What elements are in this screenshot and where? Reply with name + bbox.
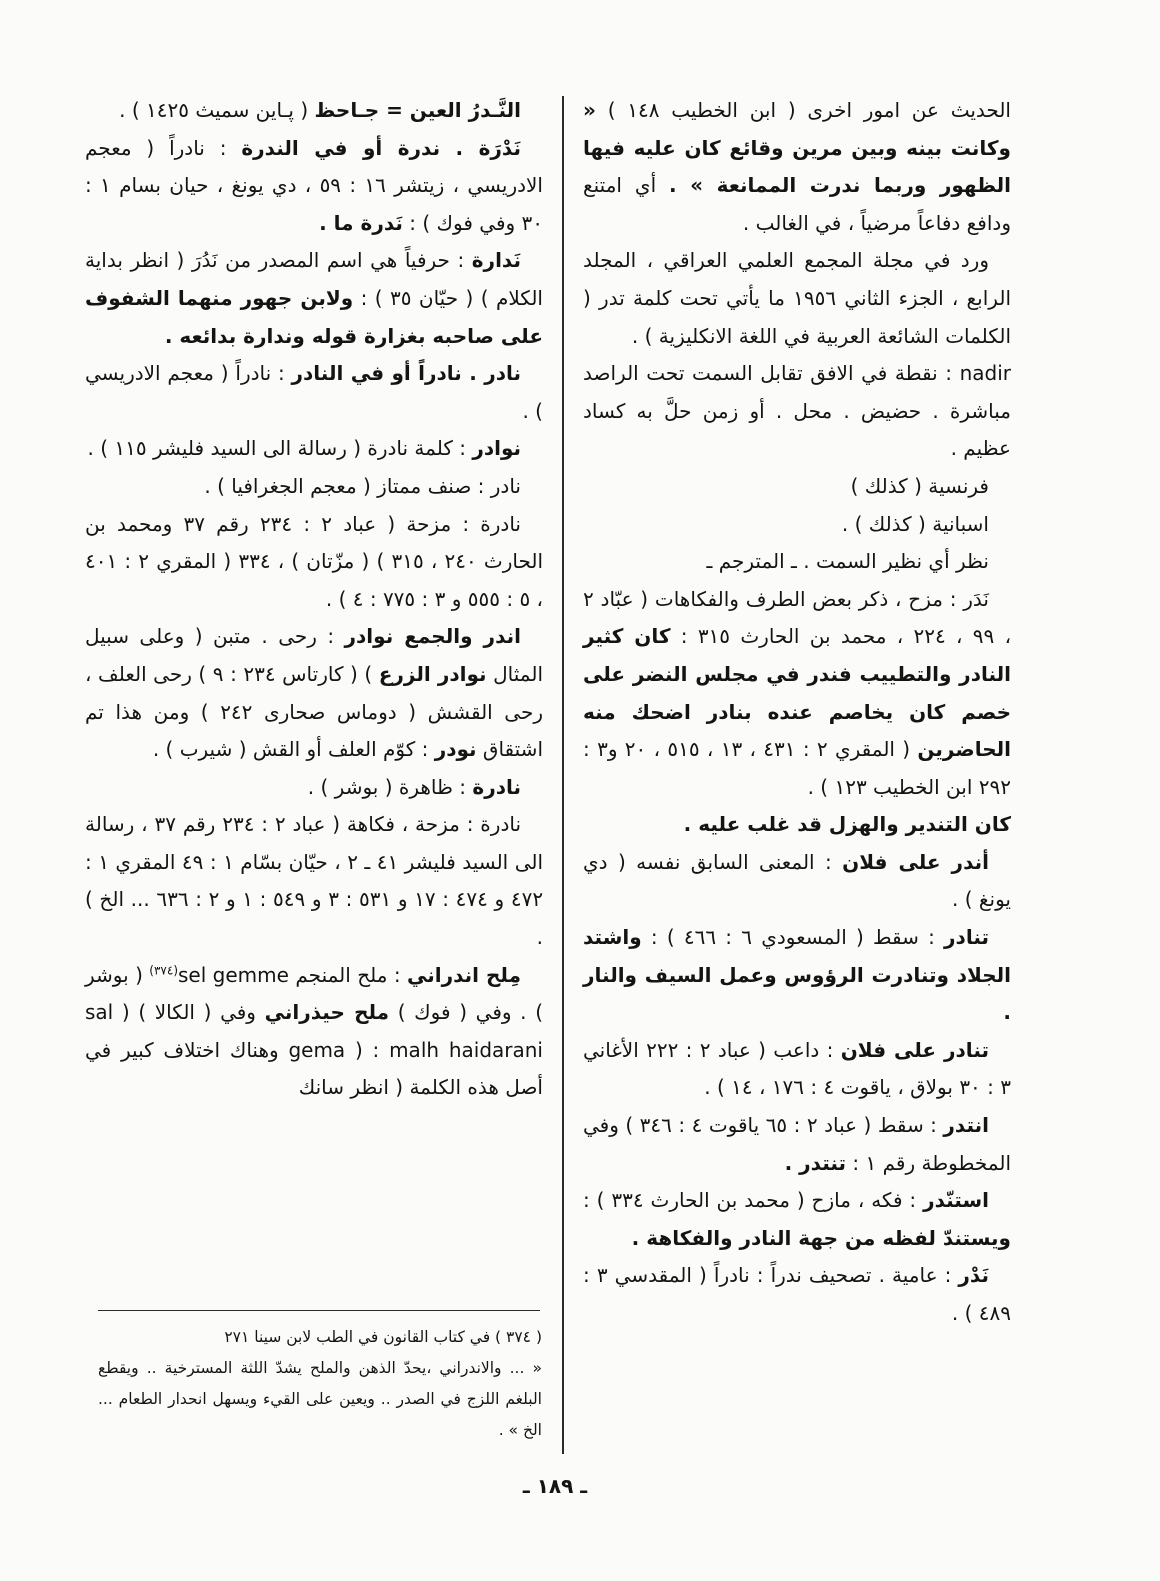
paragraph: [85, 242, 543, 355]
paragraph: [85, 506, 543, 619]
entry-headword: نوادر: [472, 436, 521, 461]
footnote-rule: [98, 1310, 540, 1311]
paragraph: [85, 130, 543, 243]
text-run: : سقط ( عباد ٢ : ٦٥ ياقوت ٤ : ٣٤٦ ) وفي المخطوطة رقم ١ :: [583, 1113, 1011, 1175]
left-column: [85, 92, 543, 1107]
paragraph: [583, 806, 1011, 844]
text-run: اسبانية ( كذلك ) .: [841, 511, 989, 536]
text-run: الحديث عن امور اخرى ( ابن الخطيب ١٤٨ ): [607, 98, 1011, 122]
paragraph: [583, 543, 1011, 581]
text-run: : سقط ( المسعودي ٦ : ٤٦٦ ) :: [650, 925, 945, 950]
text-run-bold: نودر: [434, 737, 477, 762]
text-run: : فكه ، مازح ( محمد بن الحارث ٣٣٤ ) :: [583, 1188, 924, 1213]
entry-headword: تنادر: [944, 925, 990, 950]
footnote: [98, 1322, 542, 1446]
text-run: : نادراً ( معجم الادريسي ) .: [85, 361, 543, 423]
paragraph: [583, 506, 1011, 544]
text-run: ( بوشر ) . وفي ( فوك ): [85, 962, 543, 1025]
text-run: : حرفياً هي اسم المصدر من نَدُرَ ( انظر بداية الكلام ) ( حيّان ٣٥ ) :: [85, 248, 543, 310]
footnote-line: « ... والاندراني ،يحدّ الذهن والملح يشدّ اللثة المسترخية .. ويقطع البلغم اللزج في الصدر .. ويعين على القيء ويسهل انحدار الطعام ... الخ » .: [98, 1359, 542, 1439]
text-run-bold: واشتد الجلاد وتنادرت الرؤوس وعمل السيف والنار .: [583, 925, 1011, 1025]
text-run: وفي ( الكالا ) (: [113, 1000, 265, 1025]
text-run: نادرة : مزحة ، فكاهة ( عباد ٢ : ٢٣٤ رقم ٣٧ ، رسالة الى السيد فليشر ٤١ ـ ٢ ، حيّان بسّام ١ : ٤٩ المقري ١ : ٤٧٢ و ٤٧٤ : ١٧ و ٥٣١ : ٣ و ٥٤٩ : ١ و ٢ : ٦٣٦ ... الخ ) .: [85, 812, 544, 950]
entry-headword: النَّـدرُ العين = جـاحظ: [314, 98, 521, 122]
text-run: : نقطة في الافق تقابل السمت تحت الراصد مباشرة . حضيض . محل . أو زمن حلَّ به كساد عظيم .: [583, 361, 1011, 461]
text-run: : رحى . متبن ( وعلى سبيل المثال: [85, 624, 543, 686]
text-run-bold: ملح حيذراني: [264, 1000, 390, 1025]
entry-headword: نادرة: [472, 774, 521, 799]
paragraph: [583, 1032, 1011, 1107]
text-run-bold: ولابن جهور منهما الشفوف على صاحبه بغزارة قوله وندارة بدائعه .: [85, 285, 543, 348]
text-run-bold: « وكانت بينه وبين مرين وقائع كان عليه فيها الظهور وربما ندرت الممانعة » .: [583, 98, 1011, 198]
entry-headword: اندر والجمع نوادر: [344, 624, 521, 649]
footnote-line: ( ٣٧٤ ) في كتاب القانون في الطب لابن سينا ٢٧١: [224, 1328, 542, 1346]
entry-headword: نَدْرَة . ندرة أو في الندرة: [241, 135, 521, 160]
entry-headword: نَدارة: [471, 248, 521, 273]
entry-headword: أندر على فلان: [842, 849, 989, 874]
text-run: : داعب ( عباد ٢ : ٢٢٢ الأغاني ٣ : ٣٠ بولاق ، ياقوت ٤ : ١٧٦ ، ١٤ ) .: [583, 1037, 1011, 1100]
paragraph: [583, 92, 1011, 242]
paragraph: [85, 806, 543, 956]
entry-headword: انتدر: [943, 1113, 990, 1138]
text-run: : المعنى السابق نفسه ( دي يونغ ) .: [583, 849, 1011, 912]
text-run: ) :: [345, 1037, 390, 1062]
latin-term: malh haidarani: [389, 1037, 543, 1062]
paragraph: [85, 468, 543, 506]
text-run: : ظاهرة ( بوشر ) .: [307, 774, 473, 799]
paragraph: [85, 957, 543, 1107]
text-run: أي امتنع ودافع دفاعاً مرضياً ، في الغالب .: [583, 173, 1011, 235]
entry-headword: تنادر على فلان: [840, 1037, 989, 1062]
footnote-marker: (٣٧٤): [149, 963, 178, 977]
entry-headword: مِلح اندراني: [406, 962, 521, 987]
latin-term: sal gema: [85, 1000, 346, 1062]
text-run-bold: تنتدر .: [784, 1150, 847, 1175]
latin-term: sel gemme: [178, 962, 289, 987]
entry-headword: استنّدر: [923, 1188, 989, 1213]
paragraph: [85, 618, 543, 768]
paragraph: [583, 355, 1011, 468]
paragraph: [85, 769, 543, 807]
right-column: [583, 92, 1011, 1333]
text-run: فرنسية ( كذلك ): [850, 473, 989, 498]
text-run: ) ( كارتاس ٢٣٤ : ٩ ) رحى العلف ، رحى القشش ( دوماس صحارى ٢٤٢ ) ومن هذا تم اشتقاق: [85, 661, 543, 762]
column-divider: [562, 96, 564, 1454]
text-run: : كوّم العلف أو القش ( شيرب ) .: [152, 737, 435, 762]
text-run: : ملح المنجم: [288, 962, 407, 987]
text-run-bold: نوادر الزرع: [378, 661, 487, 686]
entry-headword: نادر . نادراً أو في النادر: [291, 361, 522, 386]
text-run: ( المقري ٢ : ٤٣١ ، ١٣ ، ٥١٥ ، ٢٠ و٣ : ٢٩٢ ابن الخطيب ١٢٣ ) .: [583, 737, 1011, 799]
latin-term: nadir: [959, 361, 1011, 386]
paragraph: [85, 92, 543, 130]
paragraph: [583, 1107, 1011, 1182]
paragraph: [583, 581, 1011, 807]
paragraph: [583, 919, 1011, 1032]
paragraph: [583, 242, 1011, 355]
paragraph: [583, 1257, 1011, 1332]
text-run: : عامية . تصحيف ندراً : نادراً ( المقدسي ٣ : ٤٨٩ ) .: [583, 1263, 1011, 1325]
text-run: ورد في مجلة المجمع العلمي العراقي ، المجلد الرابع ، الجزء الثاني ١٩٥٦ ما يأتي تحت كلمة تدر ( الكلمات الشائعة العربية في اللغة الانكليزية ) .: [583, 248, 1011, 348]
text-run-bold: كان التندير والهزل قد غلب عليه .: [683, 812, 1011, 837]
text-run: ( پـاين سميث ١٤٢٥ ) .: [119, 98, 315, 122]
text-run: نادرة : مزحة ( عباد ٢ : ٢٣٤ رقم ٣٧ ومحمد بن الحارث ٢٤٠ ، ٣١٥ ) ( مزّتان ) ، ٣٣٤ ( المقري ٢ : ٤٠١ ، ٥ : ٥٥٥ و ٣ : ٧٧٥ : ٤ ) .: [85, 511, 544, 611]
text-run: وهناك اختلاف كبير في أصل هذه الكلمة ( انظر سانك: [85, 1037, 543, 1100]
entry-headword: نَدْر: [958, 1263, 989, 1288]
text-run-bold: نَدرة ما .: [319, 210, 403, 235]
text-run-bold: ويستندّ لفظه من جهة النادر والفكاهة .: [631, 1225, 1011, 1250]
text-run: : نادراً ( معجم الادريسي ، زيتشر ١٦ : ٥٩ ، دي يونغ ، حيان بسام ١ : ٣٠ وفي فوك ) :: [85, 135, 543, 235]
text-run: نادر : صنف ممتاز ( معجم الجغرافيا ) .: [204, 473, 521, 498]
page-number: ـ ١٨٩ ـ: [522, 1474, 588, 1498]
paragraph: [85, 430, 543, 468]
paragraph: [85, 355, 543, 430]
paragraph: [583, 1182, 1011, 1257]
text-run: : كلمة نادرة ( رسالة الى السيد فليشر ١١٥ ) .: [87, 436, 473, 461]
paragraph: [583, 844, 1011, 919]
text-run: نظر أي نظير السمت . ـ المترجم ـ: [706, 549, 989, 574]
paragraph: [583, 468, 1011, 506]
text-run-bold: كان كثير النادر والتطييب فندر في مجلس النضر على خصم كان يخاصم عنده بنادر اضحك منه الحاضرين: [583, 624, 1011, 762]
text-run: نَدَر : مزح ، ذكر بعض الطرف والفكاهات ( عبّاد ٢ ، ٩٩ ، ٢٢٤ ، محمد بن الحارث ٣١٥ :: [583, 586, 1012, 649]
